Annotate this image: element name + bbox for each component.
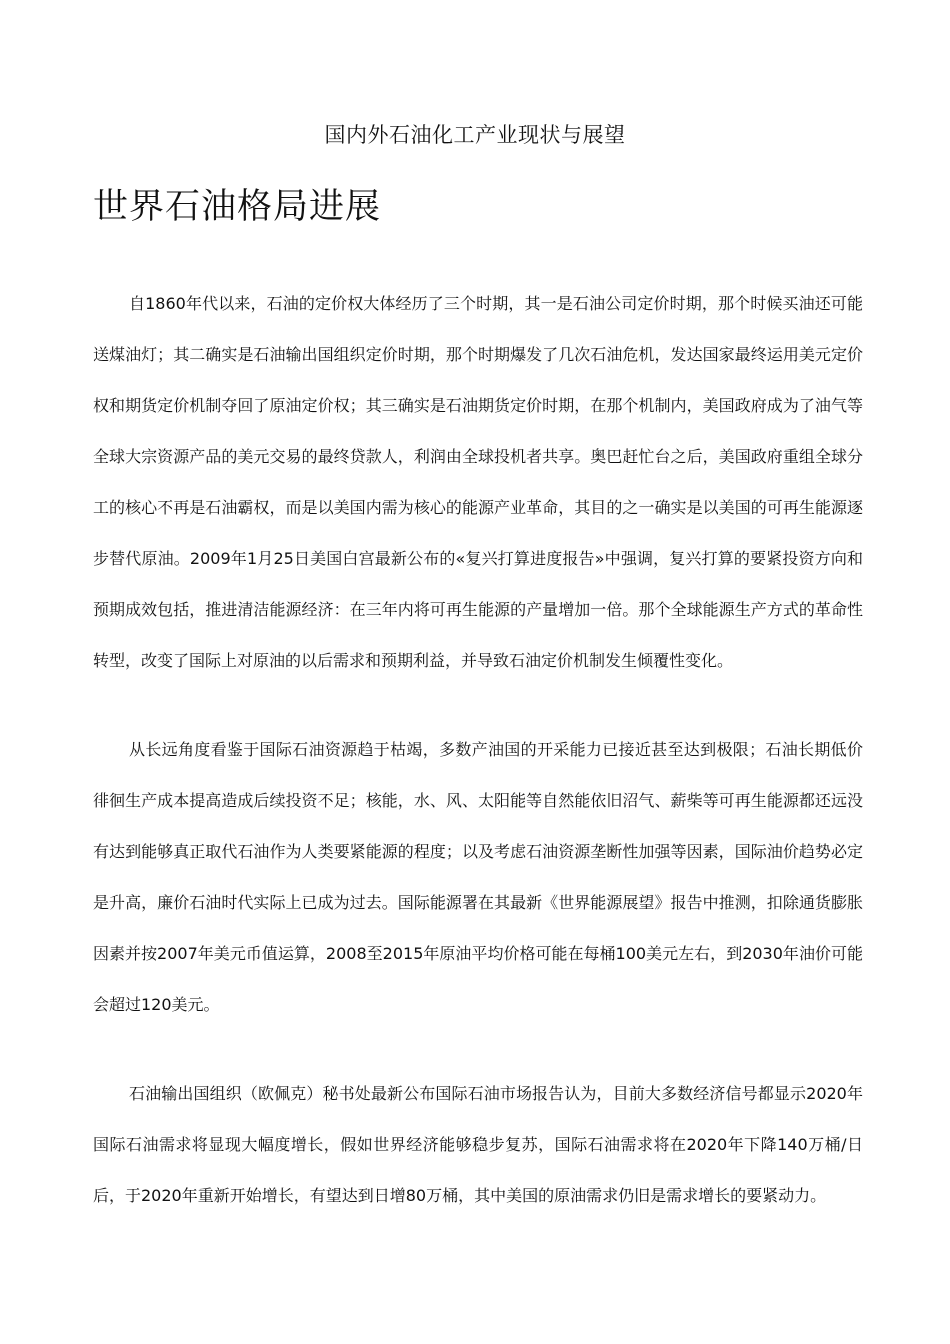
paragraph-2: 从长远角度看鉴于国际石油资源趋于枯竭，多数产油国的开采能力已接近甚至达到极限；石油长期低价徘徊生产成本提高造成后续投资不足；核能，水、风、太阳能等自然能依旧沼气、薪柴等可再生能源都还远没有达到能够真正取代石油作为人类要紧能源的程度；以及考虑石油资源垄断性加强等因素，国际油价趋势必定是升高，廉价石油时代实际上已成为过去。国际能源署在其最新《世界能源展望》报告中推测，扣除通货膨胀因素并按2007年美元币值运算，2008至2015年原油平均价格可能在每桶100美元左右，到2030年油价可能会超过120美元。: [93, 740, 863, 1014]
paragraph-1: 自1860年代以来，石油的定价权大体经历了三个时期，其一是石油公司定价时期，那个时候买油还可能送煤油灯；其二确实是石油输出国组织定价时期，那个时期爆发了几次石油危机，发达国家最终运用美元定价权和期货定价机制夺回了原油定价权；其三确实是石油期货定价时期，在那个机制内，美国政府成为了油气等全球大宗资源产品的美元交易的最终贷款人，利润由全球投机者共享。奥巴赶忙台之后，美国政府重组全球分工的核心不再是石油霸权，而是以美国内需为核心的能源产业革命，其目的之一确实是以美国的可再生能源逐步替代原油。2009年1月25日美国白宫最新公布的«复兴打算进度报告»中强调，复兴打算的要紧投资方向和预期成效包括，推进清洁能源经济：在三年内将可再生能源的产量增加一倍。那个全球能源生产方式的革命性转型，改变了国际上对原油的以后需求和预期利益，并导致石油定价机制发生倾覆性变化。: [93, 294, 863, 670]
paragraph-3: 石油输出国组织（欧佩克）秘书处最新公布国际石油市场报告认为，目前大多数经济信号都显示2020年国际石油需求将显现大幅度增长，假如世界经济能够稳步复苏，国际石油需求将在2020年下降140万桶/日后，于2020年重新开始增长，有望达到日增80万桶，其中美国的原油需求仍旧是需求增长的要紧动力。: [93, 1084, 863, 1205]
document-title: 国内外石油化工产业现状与展望: [324, 123, 626, 147]
section-heading: 世界石油格局进展: [93, 187, 382, 227]
